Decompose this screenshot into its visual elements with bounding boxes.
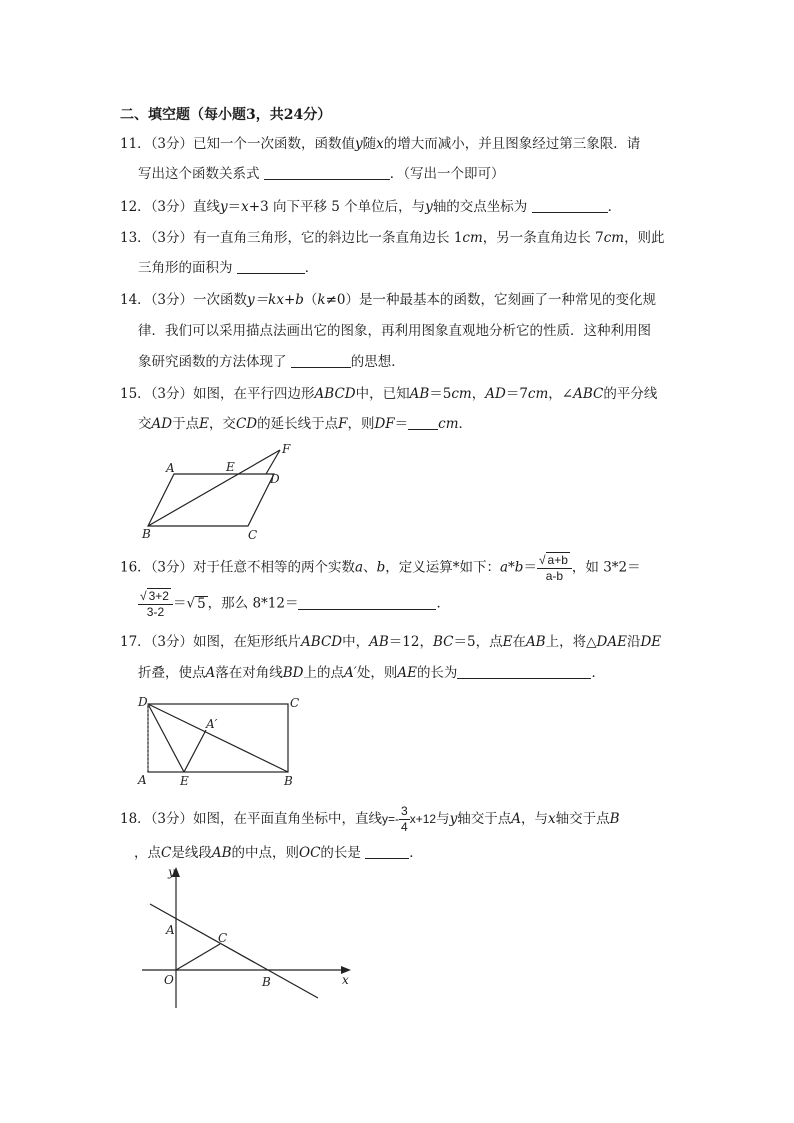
q13-text: ，则此 (624, 230, 665, 246)
q15-text: ， (471, 386, 486, 402)
label-a: A (205, 665, 216, 681)
label-ad: AD (485, 386, 506, 402)
q11-number: 11． (120, 136, 151, 152)
q18-figure (136, 862, 366, 1012)
label-abcd: ABCD (301, 634, 343, 650)
label-ae: AE (397, 665, 417, 681)
q12-text: （3分）直线 (150, 199, 221, 215)
sqrt-value: 5 (197, 595, 206, 612)
fig-label-e: E (180, 774, 189, 788)
q13-text: 三角形的面积为 (138, 260, 233, 276)
label-a-prime: A′ (344, 665, 357, 681)
q18-text: 是线段 (171, 845, 212, 861)
q16-lhs: a*b (500, 559, 524, 576)
q14-text: （ (303, 292, 318, 308)
q16-line2: $\frac{√ 3+2}{3-2}$ ＝√ 5 ，那么 8*12＝ ． (140, 589, 450, 619)
q12-text: ＝ (227, 199, 242, 215)
fraction-denominator: a-b (545, 569, 564, 583)
var-x: x (241, 199, 249, 215)
q18-text: 的长是 (320, 845, 361, 861)
q14-text: 的思想． (350, 354, 405, 370)
q11-text: 的增大而减小，并且图象经过第三象限．请 (383, 136, 641, 152)
q16-text: ，那么 8*12＝ (207, 595, 299, 612)
var-a: a (355, 559, 364, 576)
var-y: y (425, 199, 433, 215)
unit-cm: cm (603, 230, 625, 246)
q14-text: 象研究函数的方法体现了 (138, 354, 287, 370)
var-x: x (376, 136, 384, 152)
q17-number: 17． (120, 634, 151, 650)
q17-answer-blank[interactable] (457, 664, 591, 679)
fig-label-e: E (226, 460, 235, 474)
var-x: x (547, 811, 556, 827)
fig-label-a: A (138, 773, 147, 787)
label-ab: AB (369, 634, 389, 650)
q16-definition-fraction: $\frac{√ a+b}{a-b}$ (537, 552, 572, 584)
q14-line1 (120, 290, 656, 310)
q18-text: ，点 (134, 845, 161, 861)
label-dae: DAE (596, 634, 627, 650)
q17-text: 上，将△ (545, 634, 597, 650)
fig-label-b: B (262, 975, 271, 989)
var-b: b (376, 559, 386, 576)
q18-answer-blank[interactable] (365, 844, 409, 859)
label-oc: OC (299, 845, 321, 861)
q17-text: 上的点 (303, 665, 344, 681)
q14-expression: y＝kx+b (247, 292, 304, 308)
q18-line1 (120, 804, 620, 835)
q17-text: 中， (342, 634, 370, 650)
q15-text: 交 (138, 416, 152, 432)
q17-text: 落在对角线 (215, 665, 283, 681)
q12-number: 12． (120, 199, 151, 215)
q18-line2 (134, 843, 423, 863)
q18-slope-fraction (399, 804, 410, 835)
fig-label-o: O (164, 973, 174, 987)
q18-text: （3分）如图，在平面直角坐标中，直线 (150, 811, 383, 827)
q13-text: ． (304, 260, 319, 276)
fig-label-x: x (342, 973, 349, 987)
q11-text: 写出这个函数关系式 (138, 166, 260, 182)
unit-cm: cm (438, 416, 459, 432)
q15-text: （3分）如图，在平行四边形 (150, 386, 315, 402)
q13-line2 (138, 258, 318, 278)
fold-line-de (148, 704, 184, 772)
label-a: A (511, 811, 521, 827)
q18-text: 轴交于点 (555, 811, 610, 827)
q17-line1 (120, 632, 661, 652)
unit-cm: cm (451, 386, 472, 402)
q16-text: ＝ (523, 559, 537, 576)
q18-equation-rest: x+12 (409, 812, 437, 826)
q16-text: ，如 3*2＝ (571, 559, 641, 576)
label-e: E (502, 634, 513, 650)
label-ab: AB (211, 845, 232, 861)
label-f: F (338, 416, 348, 432)
label-cd: CD (235, 416, 258, 432)
label-c: C (161, 845, 172, 861)
q15-line2 (138, 414, 472, 434)
q15-text: ． (458, 416, 473, 432)
q15-line1 (120, 384, 657, 404)
label-ab: AB (525, 634, 546, 650)
fig-label-b: B (284, 774, 293, 788)
q12-line1 (120, 197, 621, 217)
q18-number: 18． (120, 811, 151, 827)
label-ad: AD (151, 416, 173, 432)
q16-text: ． (436, 595, 450, 612)
section-title: 二、填空题（每小题3，共24分） (120, 107, 332, 123)
q15-number: 15． (120, 386, 151, 402)
q14-number: 14． (120, 292, 151, 308)
q11-line2 (138, 164, 505, 184)
q16-text: ，定义运算*如下： (385, 559, 500, 576)
fig-label-c: C (248, 528, 258, 542)
q11-text: 随 (362, 136, 377, 152)
var-y: y (449, 811, 458, 827)
q17-text: 折叠，使点 (138, 665, 206, 681)
fig-label-d: D (270, 472, 280, 486)
q17-text: （3分）如图，在矩形纸片 (150, 634, 302, 650)
q12-text: 轴的交点坐标为 (432, 199, 528, 215)
q18-text: ． (409, 845, 423, 861)
fig-label-a: A (166, 461, 175, 475)
q14-text: （3分）一次函数 (150, 292, 248, 308)
q11-text: （3分）已知一个一次函数，函数值 (150, 136, 356, 152)
parallelogram-abcd (148, 474, 274, 526)
q11-answer-blank[interactable] (264, 165, 390, 180)
var-y: y (355, 136, 363, 152)
q14-line3 (138, 352, 405, 372)
fraction-denominator: 3-2 (146, 605, 165, 619)
q13-text: （3分）有一直角三角形，它的斜边比一条直角边长 1 (150, 230, 463, 246)
fraction-denominator: 4 (401, 820, 408, 834)
q15-text: ，则 (347, 416, 375, 432)
label-e: E (199, 416, 209, 432)
q17-text: 处，则 (356, 665, 398, 681)
segment-oc (176, 944, 220, 970)
fraction-numerator: 3 (401, 804, 408, 818)
label-ab: AB (409, 386, 430, 402)
q16-text: 、 (363, 559, 377, 576)
q15-text: 的延长线于点 (257, 416, 339, 432)
q16-line1 (120, 552, 641, 584)
label-df: DF (374, 416, 395, 432)
q15-text: 的平分线 (603, 386, 658, 402)
q17-line2 (138, 663, 605, 683)
fraction-numerator: 3+2 (148, 589, 169, 603)
q12-answer-blank[interactable] (532, 198, 608, 213)
q15-figure (138, 440, 298, 544)
line-ab (150, 904, 318, 998)
label-b: B (609, 811, 620, 827)
q15-text: 于点 (172, 416, 200, 432)
q15-text: ＝5 (429, 386, 452, 402)
q16-text: （3分）对于任意不相等的两个实数 (150, 559, 356, 576)
q13-line1 (120, 228, 665, 248)
diagonal-bd (148, 704, 288, 772)
fraction-numerator: a+b (547, 553, 568, 567)
q13-text: ，另一条直角边长 7 (482, 230, 604, 246)
q15-text: ，∠ (548, 386, 574, 402)
q15-text: 中，已知 (355, 386, 410, 402)
fig-label-a-prime: A′ (206, 717, 218, 731)
q15-text: ＝7 (505, 386, 528, 402)
q17-text: ＝12， (388, 634, 433, 650)
label-bd: BD (282, 665, 304, 681)
label-abc: ABC (573, 386, 604, 402)
label-abcd: ABCD (314, 386, 356, 402)
q11-line1 (120, 134, 640, 154)
fig-label-a: A (166, 923, 175, 937)
q12-text: +3 向下平移 5 个单位后，与 (248, 199, 426, 215)
q18-equation-prefix: y=- (382, 812, 400, 826)
segment-ea-prime (184, 730, 206, 772)
q15-text: ＝ (394, 416, 409, 432)
q16-answer-blank[interactable] (298, 595, 436, 610)
q16-text: ＝ (172, 595, 187, 612)
q14-answer-blank[interactable] (291, 353, 351, 368)
q16-example-fraction: $\frac{√ 3+2}{3-2}$ (138, 588, 173, 620)
q17-text: ． (591, 665, 605, 681)
q18-text: ，与 (520, 811, 548, 827)
fig-label-b: B (142, 527, 151, 541)
fig-label-y: y (168, 865, 175, 879)
q15-answer-blank[interactable] (408, 415, 438, 430)
q17-text: 的长为 (416, 665, 458, 681)
fig-label-c: C (290, 696, 300, 710)
q17-figure (134, 692, 304, 790)
label-de: DE (640, 634, 662, 650)
label-bc: BC (432, 634, 454, 650)
var-k: k (317, 292, 326, 308)
q15-text: ，交 (208, 416, 236, 432)
var-y: y (220, 199, 228, 215)
q18-text: 与 (436, 811, 450, 827)
q18-text: 的中点，则 (231, 845, 300, 861)
q17-text: 沿 (626, 634, 641, 650)
q13-answer-blank[interactable] (237, 259, 305, 274)
q12-text: ． (607, 199, 622, 215)
q13-number: 13． (120, 230, 151, 246)
q17-text: ＝5，点 (453, 634, 503, 650)
q14-text: ≠0）是一种最基本的函数，它刻画了一种常见的变化规 (325, 292, 656, 308)
unit-cm: cm (462, 230, 483, 246)
fig-label-f: F (282, 442, 291, 456)
fig-label-c: C (218, 931, 228, 945)
q11-text: ．（写出一个即可） (389, 166, 505, 182)
fig-label-d: D (138, 695, 148, 709)
q17-text: 在 (512, 634, 526, 650)
q14-line2: 律．我们可以采用描点法画出它的图象，再利用图象直观地分析它的性质．这种利用图 (138, 323, 651, 339)
q18-text: 轴交于点 (457, 811, 512, 827)
q16-number: 16． (120, 559, 151, 576)
unit-cm: cm (527, 386, 549, 402)
